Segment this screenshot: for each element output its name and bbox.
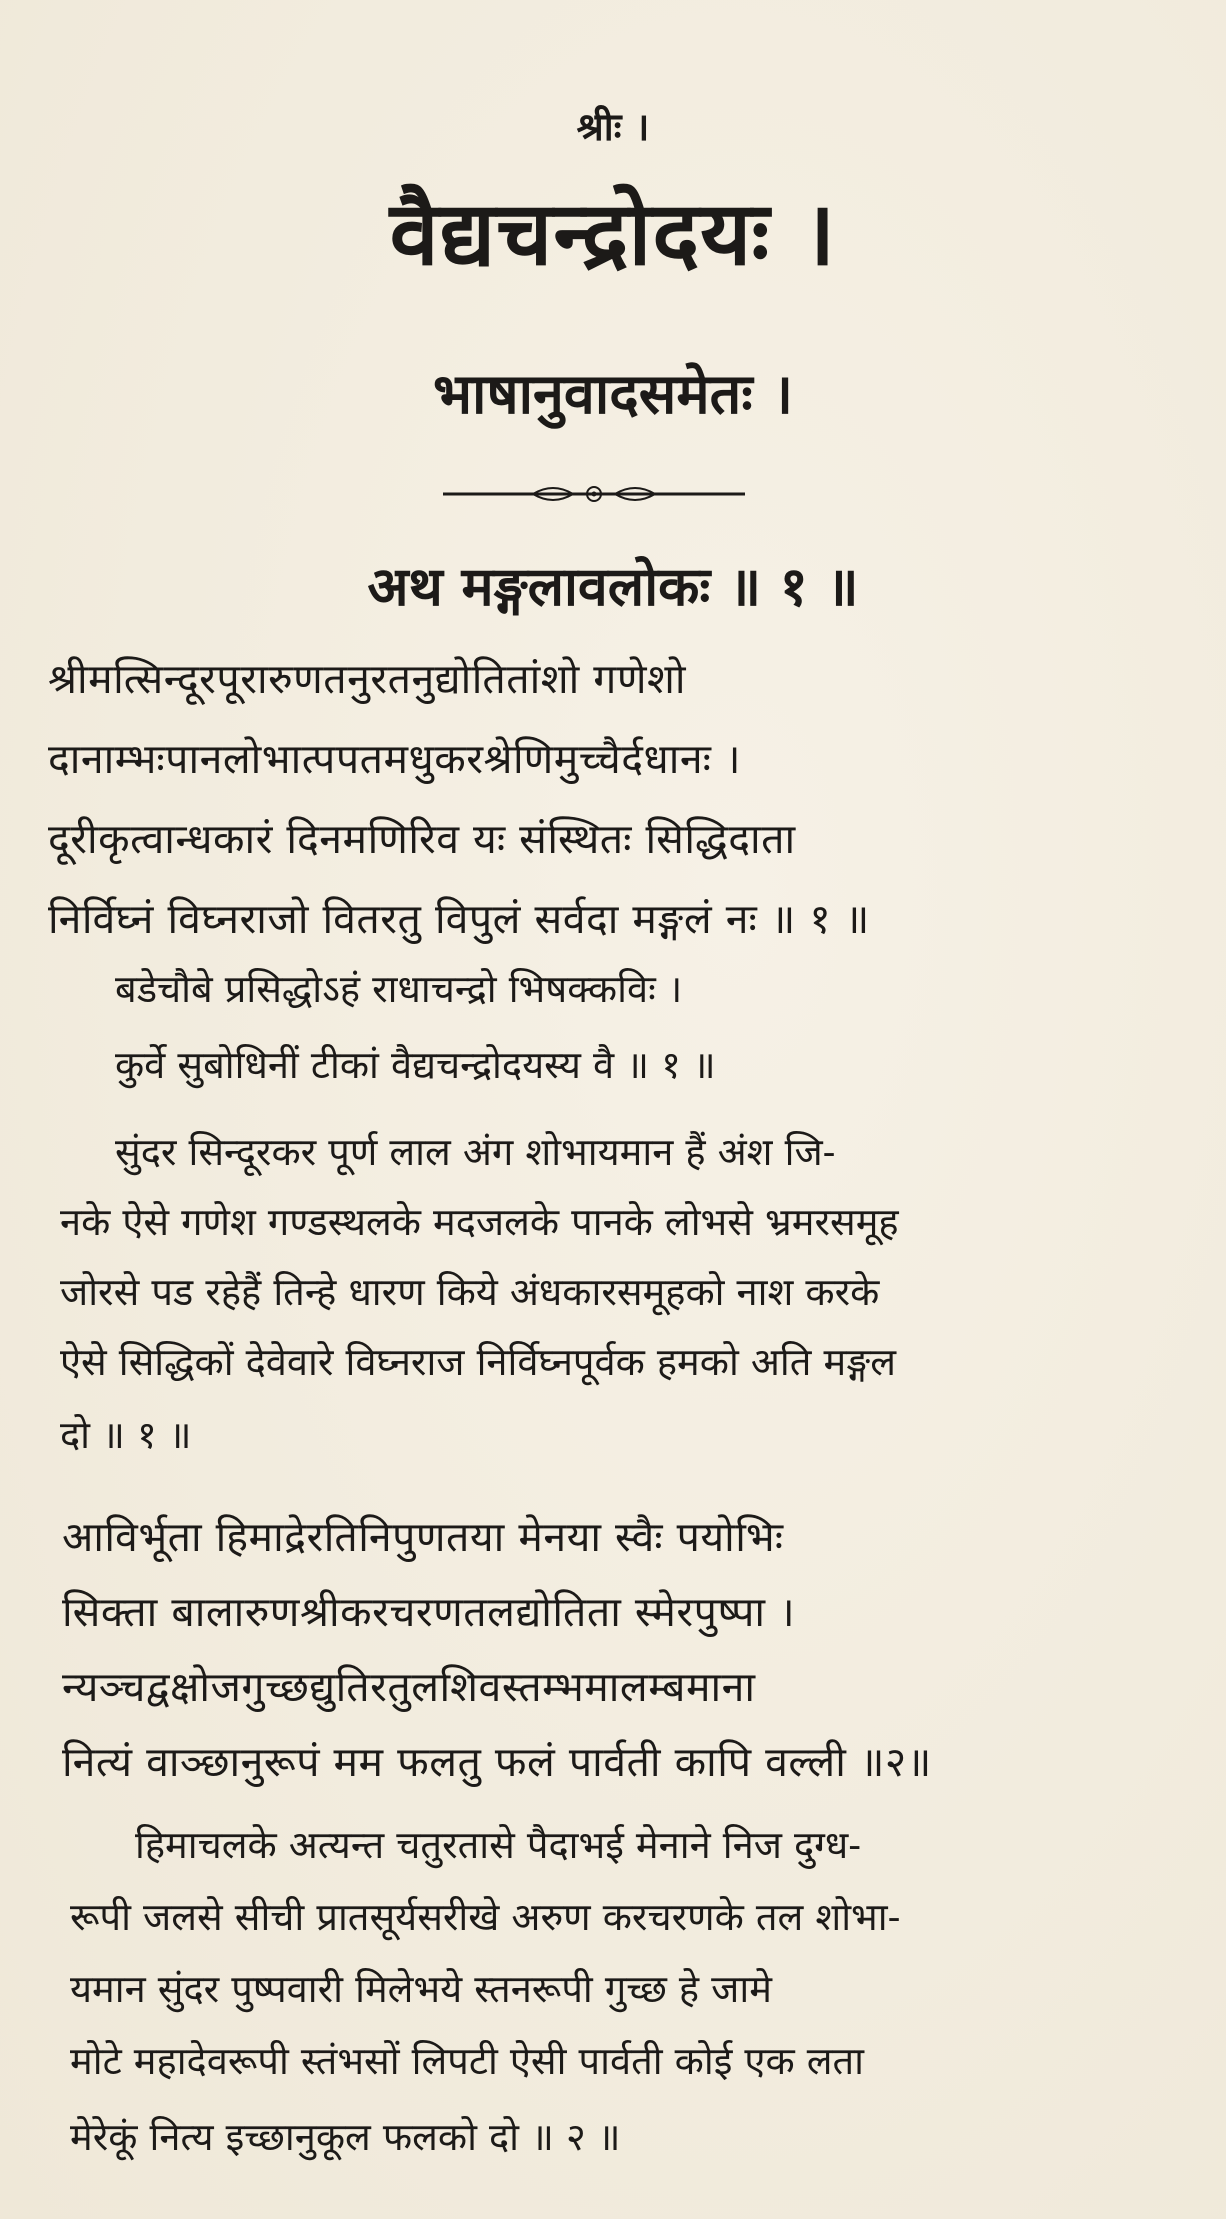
- commentary-1-line-4: ऐसे सिद्धिकों देवेवारे विघ्नराज निर्विघ्नपूर्वक हमको अति मङ्गल: [60, 1340, 897, 1384]
- verse-1-line-4: निर्विघ्नं विघ्नराजो वितरतु विपुलं सर्वदा मङ्गलं नः ॥ १ ॥: [48, 895, 870, 943]
- verse-1-line-3: दूरीकृत्वान्धकारं दिनमणिरिव यः संस्थितः सिद्धिदाता: [48, 815, 796, 863]
- page-subtitle: भाषानुवादसमेतः ।: [432, 362, 794, 427]
- verse-1-line-2: दानाम्भःपानलोभात्पपतमधुकरश्रेणिमुच्चैर्दधानः ।: [48, 735, 741, 783]
- commentary-2-line-2: रूपी जलसे सीची प्रातसूर्यसरीखे अरुण करचरणके तल शोभा-: [70, 1895, 901, 1939]
- invocation: श्रीः ।: [576, 105, 650, 150]
- commentary-1-line-1: सुंदर सिन्दूरकर पूर्ण लाल अंग शोभायमान हैं अंश जि-: [115, 1130, 836, 1174]
- author-verse-line-1: बडेचौबे प्रसिद्धोऽहं राधाचन्द्रो भिषक्कविः ।: [115, 967, 683, 1011]
- verse-2-line-2: सिक्ता बालारुणश्रीकरचरणतलद्योतिता स्मेरपुष्पा ।: [62, 1588, 796, 1636]
- verse-2-line-4: नित्यं वाञ्छानुरूपं मम फलतु फलं पार्वती कापि वल्ली ॥२॥: [62, 1738, 932, 1786]
- commentary-2-line-1: हिमाचलके अत्यन्त चतुरतासे पैदाभई मेनाने निज दुग्ध-: [135, 1823, 862, 1867]
- page-title: वैद्यचन्द्रोदयः ।: [389, 181, 837, 285]
- commentary-1-line-2: नके ऐसे गणेश गण्डस्थलके मदजलके पानके लोभसे भ्रमरसमूह: [60, 1200, 899, 1244]
- verse-2-line-1: आविर्भूता हिमाद्रेरतिनिपुणतया मेनया स्वैः पयोभिः: [62, 1513, 784, 1561]
- divider-flourish-icon: [443, 478, 745, 510]
- verse-1-line-1: श्रीमत्सिन्दूरपूरारुणतनुरतनुद्योतितांशो गणेशो: [48, 655, 686, 703]
- author-verse-line-2: कुर्वे सुबोधिनीं टीकां वैद्यचन्द्रोदयस्य वै ॥ १ ॥: [115, 1043, 716, 1087]
- commentary-1-line-5: दो ॥ १ ॥: [60, 1413, 192, 1457]
- commentary-1-line-3: जोरसे पड रहेहैं तिन्हे धारण किये अंधकारसमूहको नाश करके: [60, 1270, 880, 1314]
- verse-2-line-3: न्यञ्चद्वक्षोजगुच्छद्युतिरतुलशिवस्तम्भमालम्बमाना: [62, 1663, 756, 1711]
- section-heading: अथ मङ्गलावलोकः ॥ १ ॥: [367, 555, 859, 618]
- commentary-2-line-3: यमान सुंदर पुष्पवारी मिलेभये स्तनरूपी गुच्छ हे जामे: [70, 1967, 772, 2011]
- commentary-2-line-5: मेरेकूं नित्य इच्छानुकूल फलको दो ॥ २ ॥: [70, 2115, 621, 2159]
- commentary-2-line-4: मोटे महादेवरूपी स्तंभसों लिपटी ऐसी पार्वती कोई एक लता: [70, 2039, 864, 2083]
